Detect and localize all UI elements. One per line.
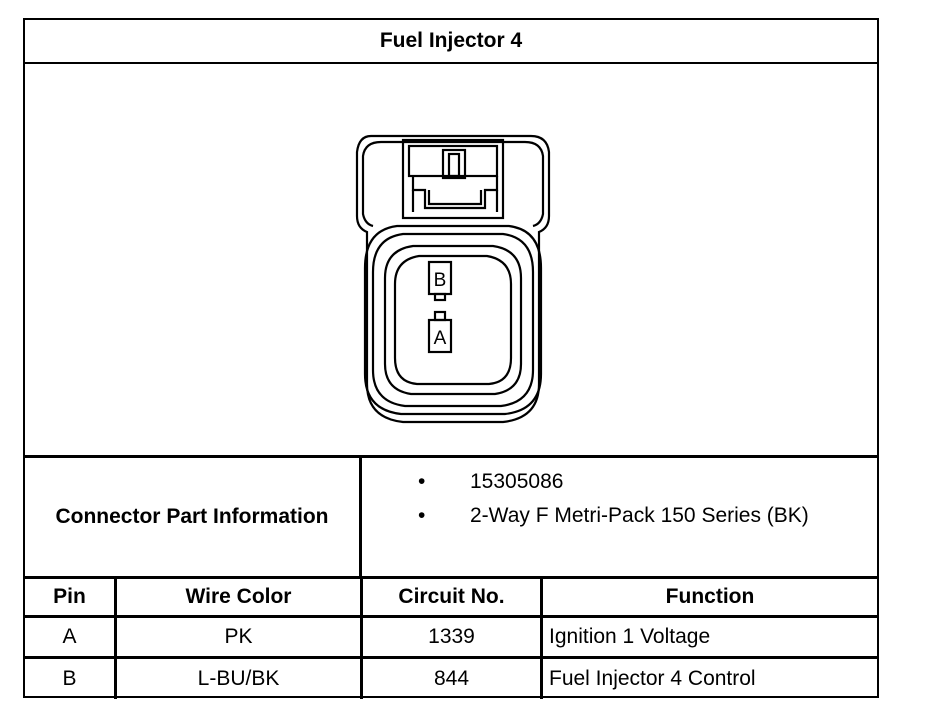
header-wire-color: Wire Color: [117, 579, 363, 615]
table-row: [25, 659, 877, 699]
wire-color-cell: L-BU/BK: [117, 659, 363, 699]
pin-a-label: A: [433, 328, 447, 349]
part-number-item: [362, 470, 877, 500]
pin-cell: A: [25, 618, 117, 656]
pin-b-label: B: [433, 270, 447, 291]
function-cell: Ignition 1 Voltage: [549, 625, 711, 648]
part-info-list: [362, 458, 877, 576]
table-row: [25, 618, 877, 659]
connector-face-illustration: [353, 128, 553, 424]
header-pin: Pin: [25, 579, 117, 615]
table-header-row: [25, 579, 877, 618]
part-number: 15305086: [470, 470, 564, 493]
header-circuit: Circuit No.: [363, 579, 543, 615]
bullet: •: [418, 504, 426, 527]
pinout-table: [25, 576, 877, 696]
part-description: 2-Way F Metri-Pack 150 Series (BK): [470, 504, 809, 527]
page-title: Fuel Injector 4: [25, 20, 877, 64]
part-description-item: [362, 504, 877, 534]
pin-cell: B: [25, 659, 117, 699]
connector-chart: [23, 18, 879, 698]
part-info-label: Connector Part Information: [25, 458, 362, 576]
header-function: Function: [665, 585, 755, 608]
wire-color-cell: PK: [117, 618, 363, 656]
circuit-cell: 1339: [363, 618, 543, 656]
connector-diagram: [25, 64, 877, 458]
function-cell: Fuel Injector 4 Control: [549, 667, 756, 690]
bullet: •: [418, 470, 426, 493]
circuit-cell: 844: [363, 659, 543, 699]
